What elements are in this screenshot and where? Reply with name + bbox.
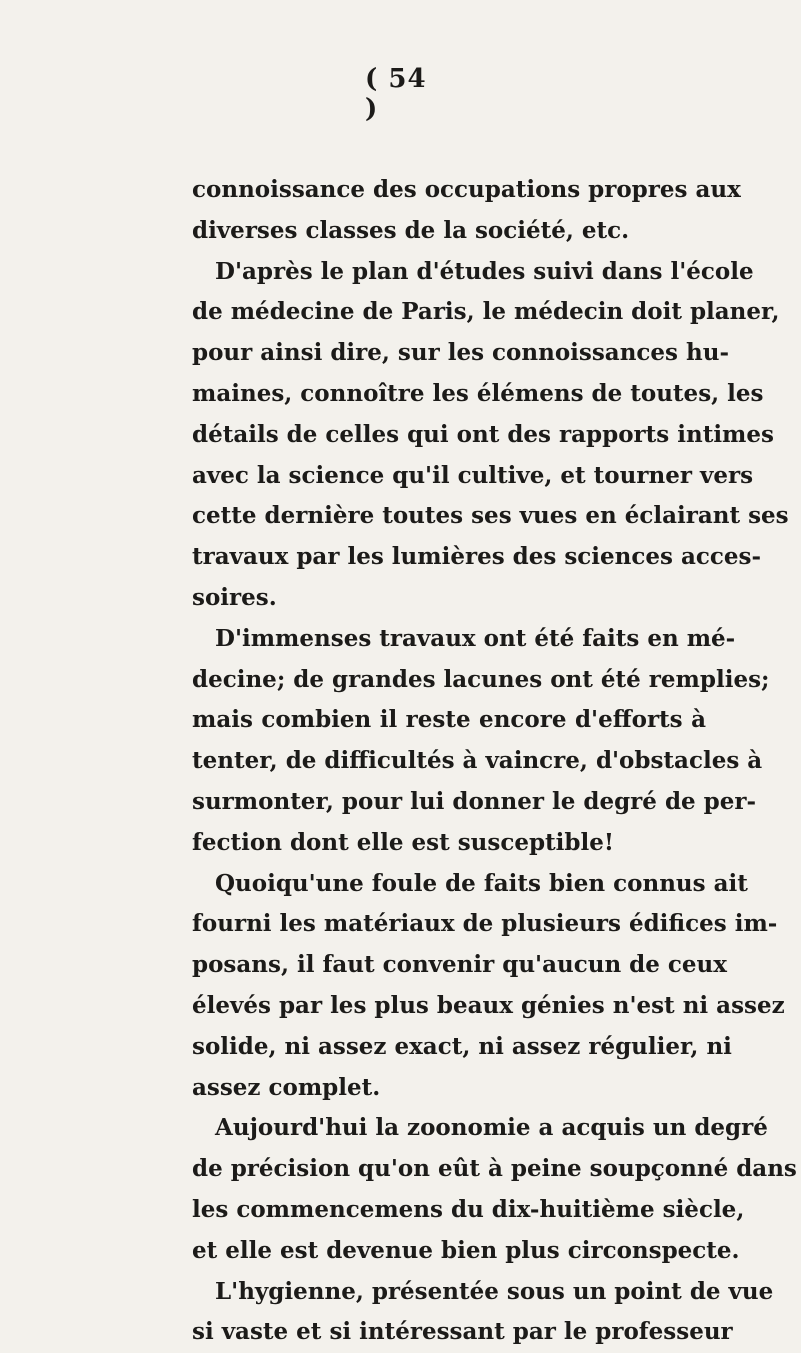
body-text: [192, 170, 797, 1353]
text-line: travaux par les lumières des sciences acces-: [192, 543, 762, 571]
text-line: assez complet.: [192, 1073, 381, 1101]
page-number: ( 54 ): [365, 64, 427, 124]
text-line: decine; de grandes lacunes ont été remplies;: [192, 665, 770, 693]
text-line: fection dont elle est susceptible!: [192, 828, 614, 856]
text-line: détails de celles qui ont des rapports intimes: [192, 420, 774, 448]
text-line: L'hygienne, présentée sous un point de vue: [215, 1277, 774, 1305]
text-line: maines, connoître les élémens de toutes, les: [192, 379, 764, 407]
text-line: D'après le plan d'études suivi dans l'école: [215, 257, 754, 285]
text-line: mais combien il reste encore d'efforts à: [192, 706, 706, 734]
text-line: fourni les matériaux de plusieurs édifices im-: [192, 910, 778, 938]
text-line: cette dernière toutes ses vues en éclairant ses: [192, 502, 789, 530]
text-line: Aujourd'hui la zoonomie a acquis un degré: [215, 1114, 768, 1142]
text-line: diverses classes de la société, etc.: [192, 216, 630, 244]
text-line: les commencemens du dix-huitième siècle,: [192, 1195, 745, 1223]
text-line: Quoiqu'une foule de faits bien connus ait: [215, 869, 748, 897]
text-line: tenter, de difficultés à vaincre, d'obstacles à: [192, 747, 763, 775]
text-line: et elle est devenue bien plus circonspecte.: [192, 1236, 740, 1264]
text-line: solide, ni assez exact, ni assez régulier, ni: [192, 1032, 732, 1060]
text-line: D'immenses travaux ont été faits en mé-: [215, 624, 736, 652]
text-line: de médecine de Paris, le médecin doit planer,: [192, 298, 780, 326]
text-line: soires.: [192, 583, 277, 611]
text-line: posans, il faut convenir qu'aucun de ceux: [192, 951, 727, 979]
text-line: surmonter, pour lui donner le degré de per-: [192, 787, 757, 815]
text-line: de précision qu'on eût à peine soupçonné dans: [192, 1155, 797, 1183]
text-line: élevés par les plus beaux génies n'est ni assez: [192, 991, 785, 1019]
text-line: pour ainsi dire, sur les connoissances hu-: [192, 339, 730, 367]
text-line: avec la science qu'il cultive, et tourner vers: [192, 461, 754, 489]
text-line: connoissance des occupations propres aux: [192, 176, 741, 203]
text-line: si vaste et si intéressant par le professeur: [192, 1318, 733, 1346]
